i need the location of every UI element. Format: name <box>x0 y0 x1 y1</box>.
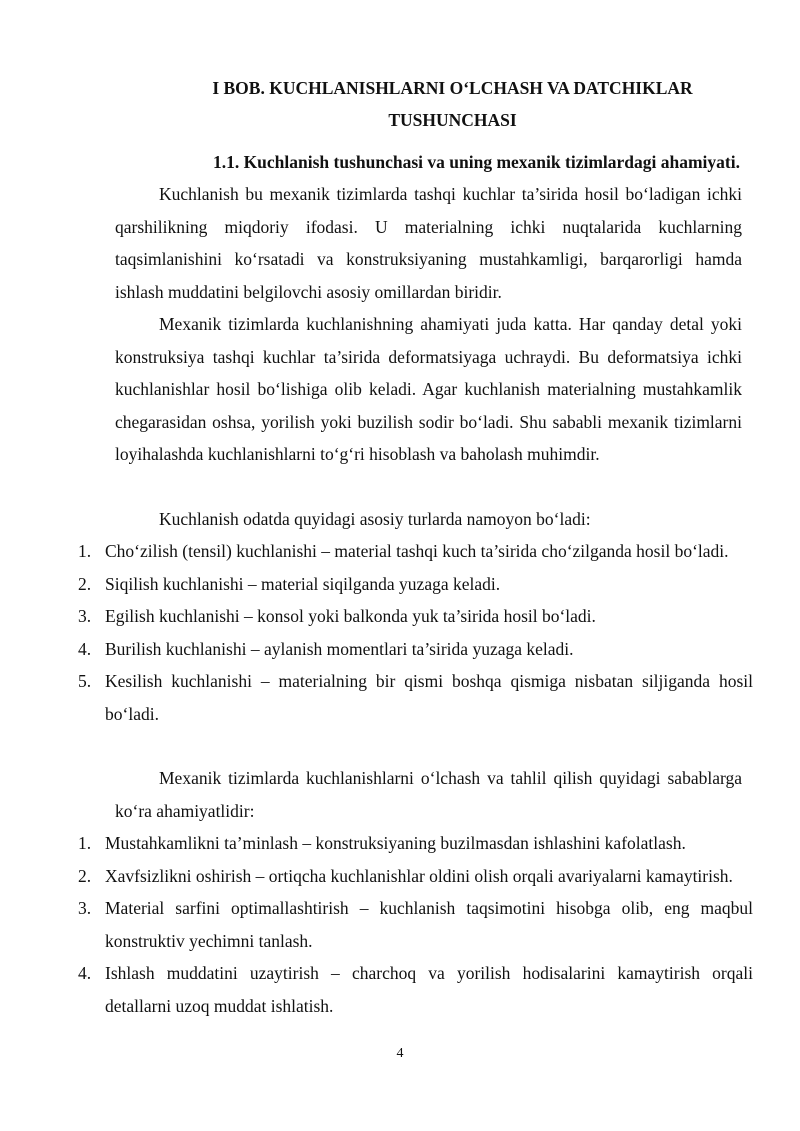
list-number: 3. <box>78 898 92 918</box>
paragraph-importance: Mexanik tizimlarda kuchlanishning ahamiyati juda katta. Har qanday detal yoki konstruksiya tashqi kuchlar ta’sirida deformatsiyaga uchraydi. Bu deformatsiya ichki kuchlanishlar hosil bo‘lishiga olib keladi. Agar kuchlanish materialning mustahkamlik chegarasidan oshsa, yorilish yoki buzilish sodir bo‘ladi. Shu sababli mexanik tizimlarni loyihalashda kuchlanishlarni to‘g‘ri hisoblash va baholash muhimdir. <box>115 314 742 464</box>
list-number: 1. <box>78 541 92 561</box>
list-number: 5. <box>78 671 92 691</box>
list-item <box>78 633 753 666</box>
page-number: 4 <box>396 1046 404 1061</box>
list-item-text: Xavfsizlikni oshirish – ortiqcha kuchlanishlar oldini olish orqali avariyalarni kamaytirish. <box>105 865 733 886</box>
list-item-text: Siqilish kuchlanishi – material siqilganda yuzaga keladi. <box>105 573 501 594</box>
list-number: 3. <box>78 606 92 626</box>
paragraph-reasons-intro: Mexanik tizimlarda kuchlanishlarni o‘lchash va tahlil qilish quyidagi sabablarga ko‘ra ahamiyatlidir: <box>115 768 742 821</box>
list-item <box>78 892 753 957</box>
paragraph-definition: Kuchlanish bu mexanik tizimlarda tashqi kuchlar ta’sirida hosil bo‘ladigan ichki qarshilikning miqdoriy ifodasi. U materialning ichki nuqtalarida kuchlarning taqsimlanishini ko‘rsatadi va konstruksiyaning mustahkamligi, barqarorligi hamda ishlash muddatini belgilovchi asosiy omillardan biridir. <box>115 184 742 302</box>
list-item-text: Kesilish kuchlanishi – materialning bir qismi boshqa qismiga nisbatan siljiganda hosil bo‘ladi. <box>105 671 753 724</box>
list-number: 2. <box>78 573 92 594</box>
chapter-title: I BOB. KUCHLANISHLARNI O‘LCHASH VA DATCHIKLAR TUSHUNCHASI <box>212 78 693 130</box>
list-item <box>78 957 753 1022</box>
list-item-text: Ishlash muddatini uzaytirish – charchoq va yorilish hodisalarini kamaytirish orqali detallarni uzoq muddat ishlatish. <box>105 963 753 1016</box>
list-item <box>78 600 753 633</box>
list-item-text: Egilish kuchlanishi – konsol yoki balkonda yuk ta’sirida hosil bo‘ladi. <box>105 606 596 626</box>
stress-types-list <box>78 535 753 730</box>
list-number: 4. <box>78 638 92 659</box>
list-number: 4. <box>78 963 92 983</box>
list-item-text: Burilish kuchlanishi – aylanish momentlari ta’sirida yuzaga keladi. <box>105 638 574 659</box>
list-item-text: Mustahkamlikni ta’minlash – konstruksiyaning buzilmasdan ishlashini kafolatlash. <box>105 833 686 853</box>
list-item <box>78 665 753 730</box>
section-title: 1.1. Kuchlanish tushunchasi va uning mexanik tizimlardagi ahamiyati. <box>212 152 740 172</box>
list-item <box>78 568 753 601</box>
list-item-text: Cho‘zilish (tensil) kuchlanishi – material tashqi kuch ta’sirida cho‘zilganda hosil bo‘ladi. <box>105 541 729 561</box>
importance-reasons-list <box>78 827 753 1022</box>
list-item-text: Material sarfini optimallashtirish – kuchlanish taqsimotini hisobga olib, eng maqbul konstruktiv yechimni tanlash. <box>105 898 753 951</box>
paragraph-types-intro: Kuchlanish odatda quyidagi asosiy turlarda namoyon bo‘ladi: <box>159 509 591 529</box>
list-item <box>78 827 753 860</box>
list-item <box>78 535 753 568</box>
list-number: 1. <box>78 833 92 853</box>
list-item <box>78 860 753 893</box>
list-number: 2. <box>78 865 92 886</box>
